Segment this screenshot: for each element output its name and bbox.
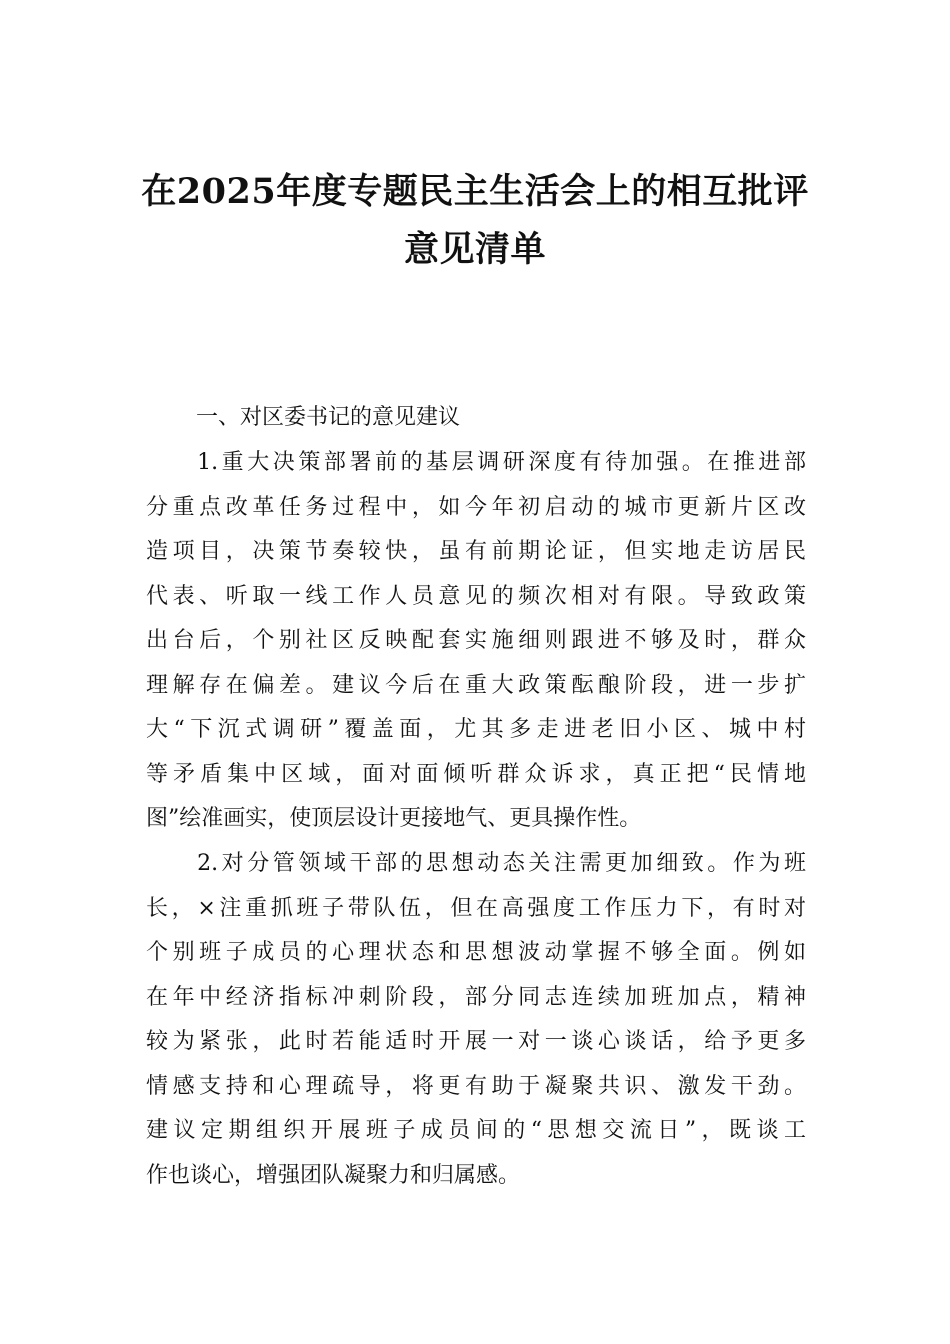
paragraph-line: 在年中经济指标冲刺阶段，部分同志连续加班加点，精神 xyxy=(146,984,806,1010)
paragraph-line: 等矛盾集中区域，面对面倾听群众诉求，真正把“民情地 xyxy=(146,761,806,787)
title-line-1: 在2025年度专题民主生活会上的相互批评 xyxy=(141,171,809,212)
paragraph-line: 造项目，决策节奏较快，虽有前期论证，但实地走访居民 xyxy=(146,539,806,564)
paragraph-line: 建议定期组织开展班子成员间的“思想交流日”，既谈工 xyxy=(146,1118,806,1143)
paragraph-line: 出台后，个别社区反映配套实施细则跟进不够及时，群众 xyxy=(146,628,806,653)
paragraph-line: 分重点改革任务过程中，如今年初启动的城市更新片区改 xyxy=(146,494,806,520)
paragraph-line: 2.对分管领域干部的思想动态关注需更加细致。作为班 xyxy=(146,851,806,876)
paragraph-line: 大“下沉式调研”覆盖面，尤其多走进老旧小区、城中村 xyxy=(146,717,806,742)
paragraph-2 xyxy=(146,842,806,1198)
paragraph-line: 作也谈心，增强团队凝聚力和归属感。 xyxy=(146,1162,521,1188)
paragraph-line: 情感支持和心理疏导，将更有助于凝聚共识、激发干劲。 xyxy=(146,1073,806,1099)
document-title xyxy=(130,163,820,279)
paragraph-line: 代表、听取一线工作人员意见的频次相对有限。导致政策 xyxy=(146,583,806,609)
paragraph-line: 图”绘准画实，使顶层设计更接地气、更具操作性。 xyxy=(146,806,642,831)
paragraph-1 xyxy=(146,441,806,842)
section-heading: 一、对区委书记的意见建议 xyxy=(196,405,461,430)
paragraph-line: 1.重大决策部署前的基层调研深度有待加强。在推进部 xyxy=(146,450,806,475)
paragraph-line: 个别班子成员的心理状态和思想波动掌握不够全面。例如 xyxy=(146,940,806,965)
paragraph-line: 长，×注重抓班子带队伍，但在高强度工作压力下，有时对 xyxy=(146,895,806,921)
paragraph-line: 理解存在偏差。建议今后在重大政策酝酿阶段，进一步扩 xyxy=(146,672,806,698)
paragraph-line: 较为紧张，此时若能适时开展一对一谈心谈话，给予更多 xyxy=(146,1029,806,1054)
title-line-2: 意见清单 xyxy=(403,229,546,270)
